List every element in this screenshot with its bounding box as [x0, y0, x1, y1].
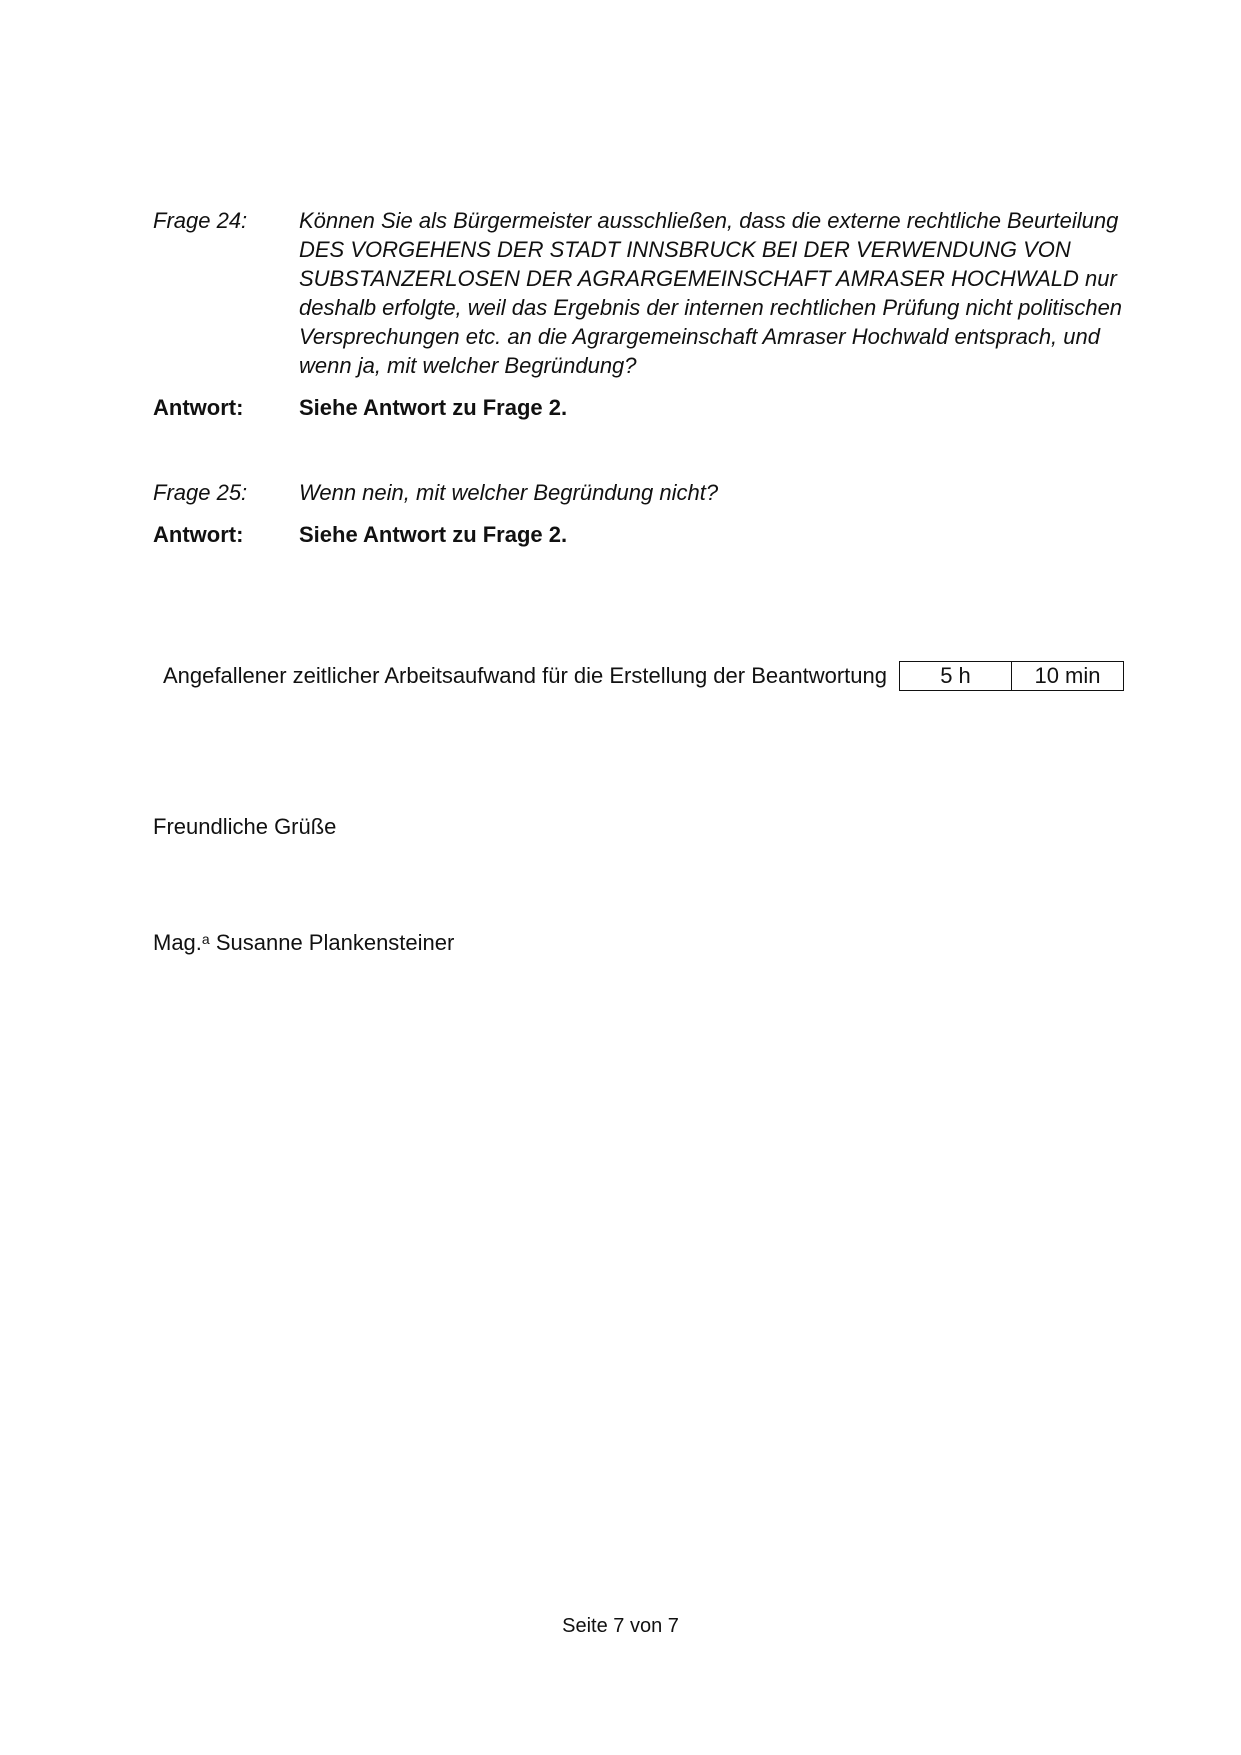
effort-summary [163, 661, 1124, 691]
question-label: Frage 25: [153, 480, 248, 505]
question-row [153, 478, 1133, 507]
answer-label: Antwort: [153, 395, 244, 420]
answer-row [153, 520, 1133, 549]
question-block-24 [153, 206, 1133, 422]
page-number: Seite 7 von 7 [562, 1615, 679, 1637]
question-block-25 [153, 478, 1133, 549]
answer-label: Antwort: [153, 522, 244, 547]
answer-text: Siehe Antwort zu Frage 2. [299, 395, 568, 420]
signature-name: Susanne Plankensteiner [215, 930, 455, 955]
question-text: Wenn nein, mit welcher Begründung nicht? [299, 480, 719, 505]
closing-greeting: Freundliche Grüße [153, 814, 337, 839]
effort-minutes: 10 min [1011, 662, 1123, 690]
question-row [153, 206, 1133, 380]
signature-title: Mag. [153, 930, 202, 955]
effort-label: Angefallener zeitlicher Arbeitsaufwand für die Erstellung der Beantwortung [163, 663, 887, 688]
answer-text: Siehe Antwort zu Frage 2. [299, 522, 568, 547]
signature [153, 925, 454, 957]
effort-hours: 5 h [940, 663, 971, 688]
answer-row [153, 393, 1133, 422]
question-text: Können Sie als Bürgermeister ausschließen, dass die externe rechtliche Beurteilung DES VORGEHENS DER STADT INNSBRUCK BEI DER VERWENDUNG VON SUBSTANZERLOSEN DER AGRARGEMEINSCHAFT AMRASER HOCHWALD nur deshalb erfolgte, weil das Ergebnis der internen rechtlichen Prüfung nicht politischen Versprechungen etc. an die Agrargemeinschaft Amraser Hochwald entsprach, und wenn ja, mit welcher Begründung? [299, 208, 1123, 378]
effort-table [899, 661, 1124, 691]
signature-title-superscript: a [201, 931, 210, 947]
question-label: Frage 24: [153, 208, 248, 233]
